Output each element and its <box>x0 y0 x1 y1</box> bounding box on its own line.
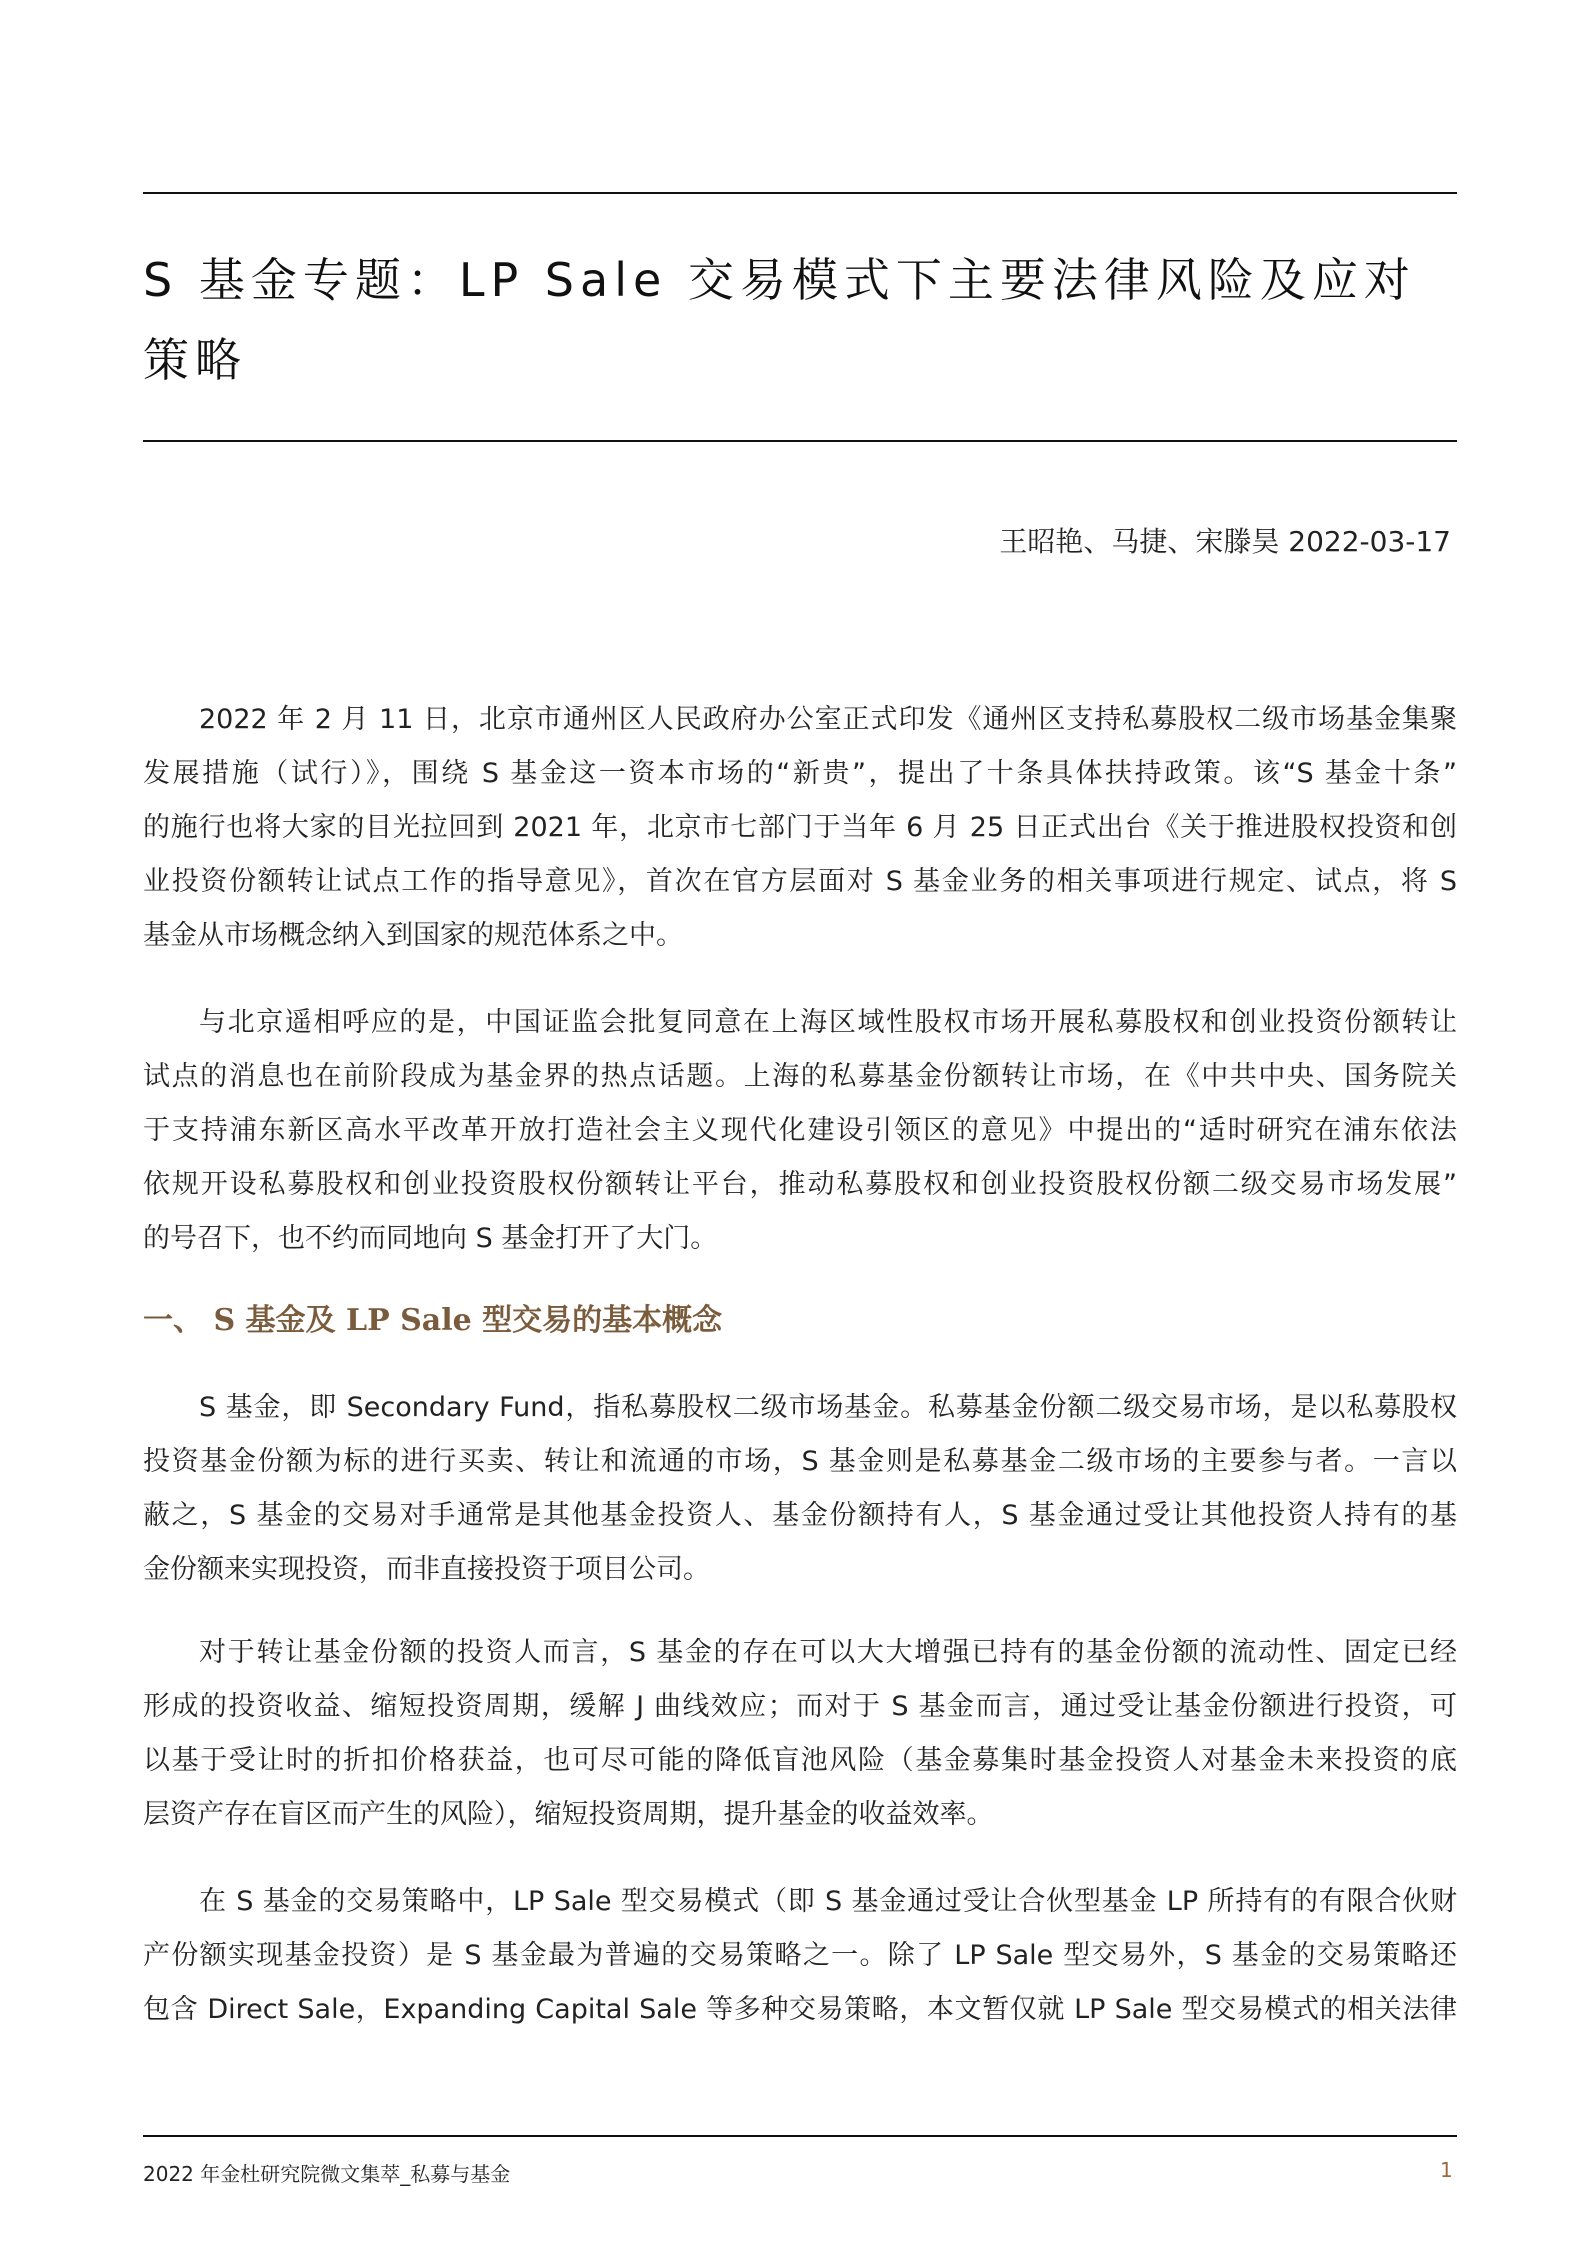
text-line: 层资产存在盲区而产生的风险），缩短投资周期，提升基金的收益效率。 <box>143 1799 994 1830</box>
text-line: 基金从市场概念纳入到国家的规范体系之中。 <box>143 920 683 951</box>
paragraph <box>143 996 1457 1266</box>
paragraph <box>143 693 1457 963</box>
text-line: 依规开设私募股权和创业投资股权份额转让平台，推动私募股权和创业投资股权份额二级交易市场发展” <box>143 1169 1457 1200</box>
footer-rule <box>143 2135 1457 2137</box>
text-line: S 基金，即 Secondary Fund，指私募股权二级市场基金。私募基金份额二级交易市场，是以私募股权 <box>199 1392 1457 1423</box>
footer-text: 2022 年金杜研究院微文集萃_私募与基金 <box>143 2162 511 2186</box>
page-title <box>143 240 1457 400</box>
text-line: 2022 年 2 月 11 日，北京市通州区人民政府办公室正式印发《通州区支持私募股权二级市场基金集聚 <box>199 704 1457 735</box>
text-line: 投资基金份额为标的进行买卖、转让和流通的市场，S 基金则是私募基金二级市场的主要参与者。一言以 <box>143 1446 1457 1477</box>
text-line: 对于转让基金份额的投资人而言，S 基金的存在可以大大增强已持有的基金份额的流动性、固定已经 <box>199 1637 1457 1668</box>
paragraph <box>143 1875 1457 2037</box>
text-line: 的号召下，也不约而同地向 S 基金打开了大门。 <box>143 1223 718 1254</box>
text-line: 与北京遥相呼应的是，中国证监会批复同意在上海区域性股权市场开展私募股权和创业投资份额转让 <box>199 1007 1457 1038</box>
text-line: 在 S 基金的交易策略中，LP Sale 型交易模式（即 S 基金通过受让合伙型基金 LP 所持有的有限合伙财 <box>199 1886 1457 1917</box>
title-line: 策略 <box>143 333 247 387</box>
top-rule <box>143 192 1457 194</box>
page-number: 1 <box>1440 2158 1453 2182</box>
section-heading: 一、 S 基金及 LP Sale 型交易的基本概念 <box>143 1303 723 1338</box>
text-line: 发展措施（试行）》，围绕 S 基金这一资本市场的“新贵”，提出了十条具体扶持政策。该“S 基金十条” <box>143 758 1457 789</box>
text-line: 于支持浦东新区高水平改革开放打造社会主义现代化建设引领区的意见》中提出的“适时研究在浦东依法 <box>143 1115 1457 1146</box>
text-line: 金份额来实现投资，而非直接投资于项目公司。 <box>143 1554 710 1585</box>
text-line: 以基于受让时的折扣价格获益，也可尽可能的降低盲池风险（基金募集时基金投资人对基金未来投资的底 <box>143 1745 1457 1776</box>
text-line: 产份额实现基金投资）是 S 基金最为普遍的交易策略之一。除了 LP Sale 型交易外，S 基金的交易策略还 <box>143 1940 1457 1971</box>
text-line: 试点的消息也在前阶段成为基金界的热点话题。上海的私募基金份额转让市场，在《中共中央、国务院关 <box>143 1061 1457 1092</box>
title-line: S 基金专题：LP Sale 交易模式下主要法律风险及应对 <box>143 253 1416 307</box>
text-line: 形成的投资收益、缩短投资周期，缓解 J 曲线效应；而对于 S 基金而言，通过受让基金份额进行投资，可 <box>143 1691 1457 1722</box>
text-line: 蔽之，S 基金的交易对手通常是其他基金投资人、基金份额持有人，S 基金通过受让其他投资人持有的基 <box>143 1500 1457 1531</box>
text-line: 业投资份额转让试点工作的指导意见》，首次在官方层面对 S 基金业务的相关事项进行规定、试点，将 S <box>143 866 1457 897</box>
authors-date: 王昭艳、马捷、宋滕昊 2022-03-17 <box>999 525 1451 558</box>
paragraph <box>143 1381 1457 1597</box>
text-line: 的施行也将大家的目光拉回到 2021 年，北京市七部门于当年 6 月 25 日正式出台《关于推进股权投资和创 <box>143 812 1457 843</box>
title-bottom-rule <box>143 440 1457 442</box>
text-line: 包含 Direct Sale，Expanding Capital Sale 等多种交易策略，本文暂仅就 LP Sale 型交易模式的相关法律 <box>143 1994 1457 2025</box>
paragraph <box>143 1626 1457 1842</box>
